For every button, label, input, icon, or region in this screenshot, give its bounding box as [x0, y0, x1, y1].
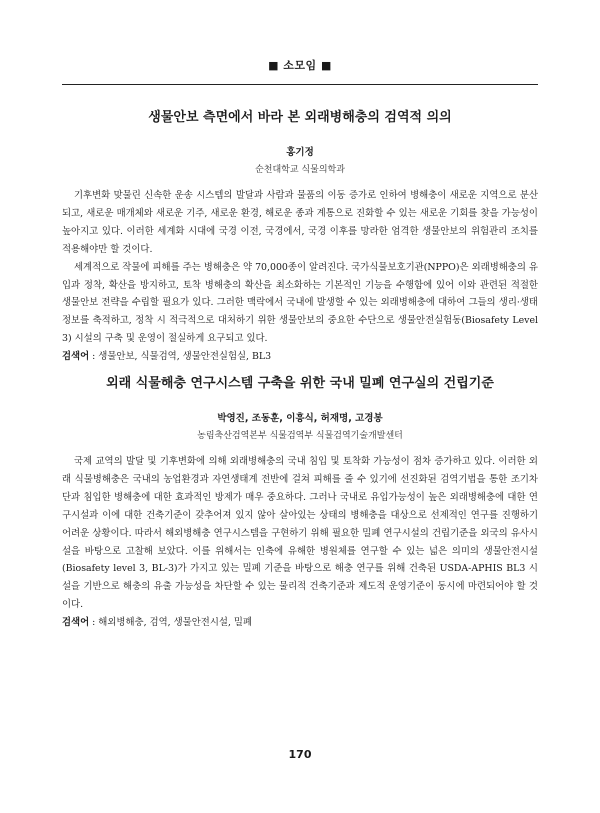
article-1	[62, 108, 538, 366]
section-tag: ■ 소모임 ■	[268, 59, 332, 72]
article-abstract	[62, 453, 538, 614]
keywords-text: : 해외병해충, 검역, 생물안전시설, 밀폐	[89, 617, 253, 629]
article-2	[62, 374, 538, 632]
abstract-paragraph: 기후변화 맞물린 신속한 운송 시스템의 발달과 사람과 물품의 이동 증가로 인하여 병해충이 새로운 지역으로 분산되고, 새로운 매개체와 새로운 기주, 새로운 환경, 해로운 종과 계통으로 진화할 수 있는 새로운 기회를 찾을 가능성이 높아지고 있다. 이러한 세계화 시대에 국경 이전, 국경에서, 국경 이후를 망라한 엄격한 생물안보의 위험관리 조치를 적용해야만 할 것이다.	[62, 190, 538, 255]
abstract-paragraph: 세계적으로 작물에 피해를 주는 병해충은 약 70,000종이 알려진다. 국가식물보호기관(NPPO)은 외래병해충의 유입과 정착, 확산을 방지하고, 토착 병해충의 확산을 최소화하는 기본적인 기능을 수행함에 있어 이와 관련된 적절한 생물안보 전략을 수립할 필요가 있다. 그러한 맥락에서 국내에 발생할 수 있는 외래병해충에 대하여 그들의 생리·생태 정보를 축적하고, 정착 시 적극적으로 대처하기 위한 생물안보의 중요한 수단으로 생물안전실험동(Biosafety Level 3) 시설의 구축 및 운영이 절실하게 요구되고 있다.	[62, 261, 538, 345]
article-affiliation: 순천대학교 식물의학과	[255, 165, 345, 175]
article-authors: 박영진, 조동훈, 이흥식, 허재명, 고경봉	[217, 413, 383, 424]
page-header	[62, 56, 538, 85]
keywords-label: 검색어	[62, 351, 90, 363]
article-title: 생물안보 측면에서 바라 본 외래병해충의 검역적 의의	[148, 110, 452, 125]
article-title: 외래 식물해충 연구시스템 구축을 위한 국내 밀폐 연구실의 건립기준	[106, 376, 494, 391]
header-divider	[62, 84, 538, 85]
keywords-label: 검색어	[62, 617, 90, 629]
article-authors: 홍기정	[286, 147, 314, 158]
page-number: 170	[288, 748, 312, 761]
abstract-paragraph: 국제 교역의 발달 및 기후변화에 의해 외래병해충의 국내 침입 및 토착화 가능성이 점차 증가하고 있다. 이러한 외래 식물병해충은 국내의 농업환경과 자연생태계 전반에 걸쳐 피해를 줄 수 있기에 선진화된 검역기법을 통한 조기차단과 침입한 병해충에 대한 효과적인 방제가 매우 중요하다. 그러나 국내로 유입가능성이 높은 외래병해충에 대한 연구시설과 이에 대한 건축기준이 갖추어져 있지 않아 살아있는 상태의 병해충을 대상으로 선제적인 연구를 진행하기 어려운 상황이다. 따라서 해외병해충 연구시스템을 구현하기 위해 필요한 밀폐 연구시설의 건립기준을 외국의 유사시설을 바탕으로 고찰해 보았다. 이를 위해서는 인축에 유해한 병원체를 연구할 수 있는 넓은 의미의 생물안전시설(Biosafety level 3, BL-3)가 가지고 있는 밀폐 기준을 바탕으로 해충 연구를 위해 건축된 USDA-APHIS BL3 시설을 기반으로 해충의 유출 가능성을 차단할 수 있는 물리적 건축기준과 제도적 운영기준이 동시에 마련되어야 할 것이다.	[62, 456, 538, 611]
keywords-text: : 생물안보, 식물검역, 생물안전실험실, BL3	[89, 351, 272, 363]
article-keywords	[62, 614, 538, 632]
article-keywords	[62, 348, 538, 366]
article-affiliation: 농림축산검역본부 식물검역부 식물검역기술개발센터	[197, 431, 403, 441]
article-abstract	[62, 187, 538, 348]
